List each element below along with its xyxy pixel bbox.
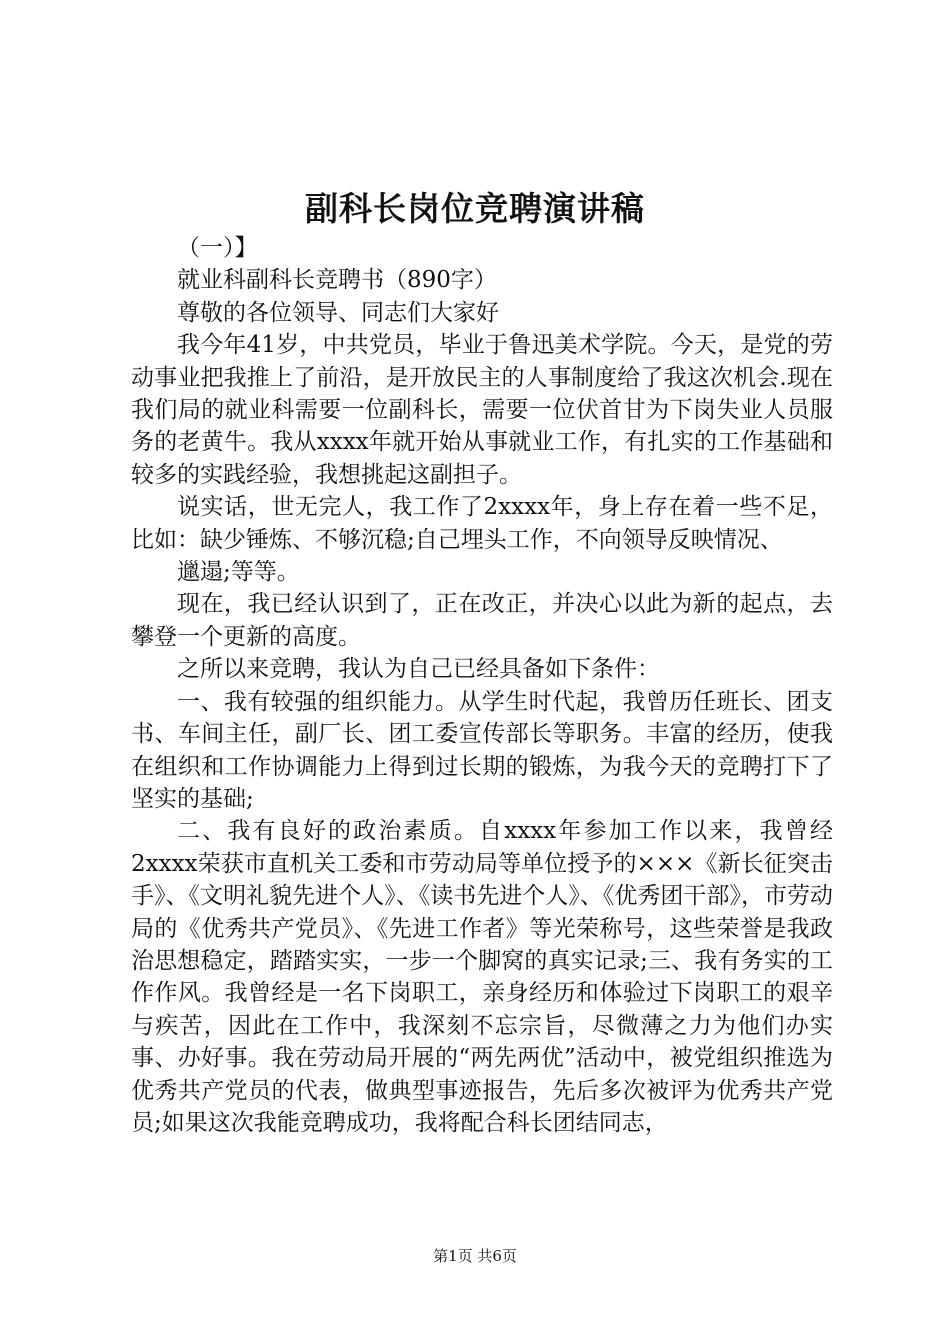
paragraph: 现在，我已经认识到了，正在改正，并决心以此为新的起点，去攀登一个更新的高度。: [131, 591, 833, 650]
paragraph: 就业科副科长竞聘书（890字）: [177, 267, 497, 294]
paragraph: 一、我有较强的组织能力。从学生时代起，我曾历任班长、团支书、车间主任，副厂长、团工委宣传部长等职务。丰富的经历，使我在组织和工作协调能力上得到过长期的锻炼，为我今天的竞聘打下了坚实的基础;: [131, 688, 833, 812]
paragraph: 二、我有良好的政治素质。自xxxx年参加工作以来，我曾经2xxxx荣获市直机关工委和市劳动局等单位授予的×××《新长征突击手》、《文明礼貌先进个人》、《读书先进个人》、《优秀团干部》，市劳动局的《优秀共产党员》、《先进工作者》等光荣称号，这些荣誉是我政治思想稳定，踏踏实实，一步一个脚窝的真实记录;三、我有务实的工作作风。我曾经是一名下岗职工，亲身经历和体验过下岗职工的艰辛与疾苦，因此在工作中，我深刻不忘宗旨，尽微薄之力为他们办实事、办好事。我在劳动局开展的“两先两优”活动中，被党组织推选为优秀共产党员的代表，做典型事迹报告，先后多次被评为优秀共产党员;如果这次我能竞聘成功，我将配合科长团结同志，: [131, 818, 833, 1136]
paragraph: 尊敬的各位领导、同志们大家好: [177, 299, 499, 326]
paragraph: 邋遢;等等。: [177, 559, 300, 586]
paragraph: 说实话，世无完人，我工作了2xxxx年，身上存在着一些不足，比如：缺少锤炼、不够沉稳;自己埋头工作，不向领导反映情况、: [131, 494, 833, 553]
paragraph: （一）】: [177, 235, 258, 261]
document-body: [131, 232, 833, 1139]
page-footer: 第1页 共6页: [433, 1247, 517, 1265]
paragraph: 之所以来竞聘，我认为自己已经具备如下条件：: [177, 656, 660, 683]
paragraph: 我今年41岁，中共党员，毕业于鲁迅美术学院。今天，是党的劳动事业把我推上了前沿，是开放民主的人事制度给了我这次机会.现在我们局的就业科需要一位副科长，需要一位伏首甘为下岗失业人员服务的老黄牛。我从xxxx年就开始从事就业工作，有扎实的工作基础和较多的实践经验，我想挑起这副担子。: [131, 332, 833, 488]
page-title: 副科长岗位竞聘演讲稿: [305, 189, 645, 228]
